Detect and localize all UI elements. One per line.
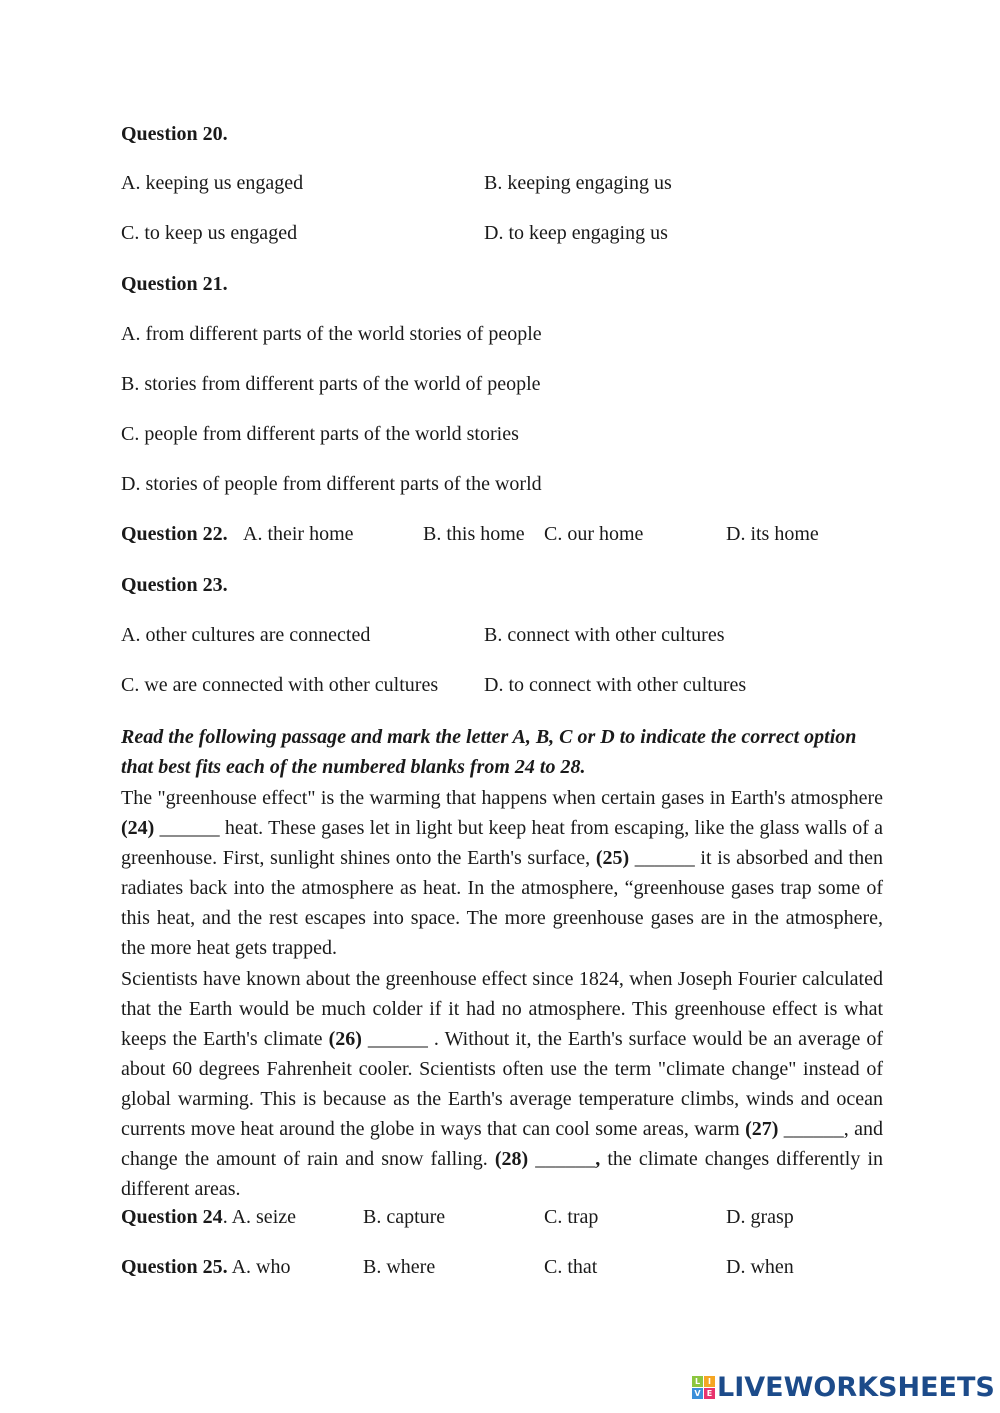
question-24-label: Question 24	[121, 1206, 223, 1228]
liveworksheets-logo	[692, 1374, 995, 1401]
question-25-line	[121, 1256, 290, 1279]
option-d: D. its home	[726, 523, 819, 545]
option-b: B. connect with other cultures	[484, 624, 725, 646]
reading-passage	[121, 783, 883, 1204]
blank-27-number: (27)	[745, 1118, 779, 1141]
option-c: C. we are connected with other cultures	[121, 674, 439, 696]
option-a: . A. seize	[222, 1206, 296, 1228]
option-c: C. that	[544, 1256, 598, 1278]
option-a: A. keeping us engaged	[121, 172, 304, 194]
option-a: A. other cultures are connected	[121, 624, 371, 646]
passage-text: ______ it is absorbed and then radiates back into the atmosphere as heat. In the atmosphere, “greenhouse gases trap some of this heat, and the rest escapes into space. The more greenhouse gases are in the atmosphere, the more heat gets trapped.	[121, 847, 883, 960]
passage-text: The "greenhouse effect" is the warming that happens when certain gases in Earth's atmosphere	[121, 787, 883, 809]
passage-text: Scientists have known about the greenhouse effect since 1824, when Joseph Fourier calculated that the Earth would be much colder if it had no atmosphere. This greenhouse effect is what keeps the Earth's climate	[121, 967, 883, 1050]
passage-comma: ,	[595, 1148, 601, 1171]
passage-paragraph-2	[121, 964, 883, 1205]
question-21-label: Question 21.	[121, 273, 228, 295]
passage-text: ______, and change the amount of rain and snow falling.	[121, 1118, 883, 1171]
option-c: C. to keep us engaged	[121, 222, 298, 244]
live-tiles-icon	[692, 1376, 715, 1399]
question-20-label: Question 20.	[121, 123, 228, 145]
option-c: C. people from different parts of the world stories	[121, 423, 519, 445]
blank-24-number: (24)	[121, 817, 155, 840]
tile-v: V	[692, 1388, 703, 1399]
logo-text: LIVEWORKSHEETS	[717, 1372, 995, 1403]
option-b: B. capture	[363, 1206, 446, 1228]
option-a: A. who	[227, 1256, 291, 1278]
tile-l: L	[692, 1376, 703, 1387]
blank-26-number: (26)	[328, 1027, 362, 1050]
tile-i: I	[704, 1376, 715, 1387]
option-b: B. stories from different parts of the world of people	[121, 373, 541, 395]
option-a: A. their home	[243, 523, 354, 545]
passage-text: ______ heat. These gases let in light but keep heat from escaping, like the glass walls of a greenhouse. First, sunlight shines onto the Earth's surface,	[121, 817, 883, 870]
tile-e: E	[704, 1388, 715, 1399]
option-c: C. our home	[544, 523, 644, 545]
blank-25-number: (25)	[595, 847, 630, 870]
reading-instruction: Read the following passage and mark the letter A, B, C or D to indicate the correct option that best fits each of the numbered blanks from 24 to 28.	[121, 726, 857, 778]
option-c: C. trap	[544, 1206, 599, 1228]
option-d: D. to connect with other cultures	[484, 674, 747, 696]
blank-28-number: (28)	[494, 1148, 529, 1171]
option-d: D. when	[726, 1256, 794, 1278]
question-22-label: Question 22.	[121, 523, 228, 545]
option-d: D. stories of people from different parts of the world	[121, 473, 542, 495]
option-b: B. this home	[423, 523, 525, 545]
question-25-label: Question 25.	[121, 1256, 228, 1278]
option-b: B. keeping engaging us	[484, 172, 672, 194]
question-24-line	[121, 1206, 296, 1229]
passage-text: the climate changes differently in different areas.	[121, 1148, 883, 1201]
passage-text: ______	[528, 1148, 596, 1171]
option-d: D. to keep engaging us	[484, 222, 668, 244]
option-a: A. from different parts of the world stories of people	[121, 323, 542, 345]
passage-text: ______ . Without it, the Earth's surface would be an average of about 60 degrees Fahrenheit cooler. Scientists often use the term "climate change" instead of global warming. This is because as the Earth's average temperature climbs, winds and ocean currents move heat around the globe in ways that can cool some areas, warm	[121, 1027, 883, 1141]
question-23-label: Question 23.	[121, 574, 228, 596]
option-b: B. where	[363, 1256, 436, 1278]
option-d: D. grasp	[726, 1206, 794, 1228]
passage-paragraph-1	[121, 783, 883, 964]
